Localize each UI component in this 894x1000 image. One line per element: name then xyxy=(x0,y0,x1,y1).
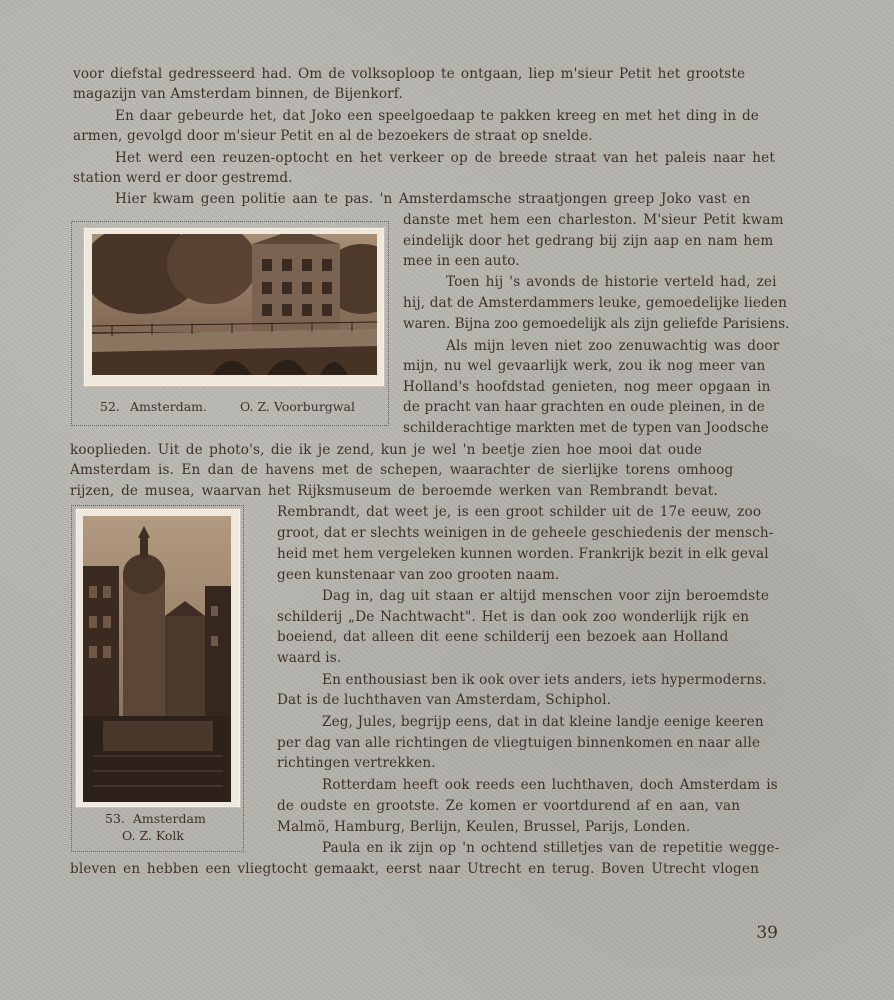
figure-52-place: Amsterdam. xyxy=(130,399,207,414)
text-line: mijn, nu wel gevaarlijk werk, zou ik nog meer van xyxy=(403,358,766,374)
text-line: En enthousiast ben ik ook over iets anders, iets hypermoderns. xyxy=(322,672,767,688)
figure-52-street: O. Z. Voorburgwal xyxy=(240,399,355,414)
text-line: Dag in, dag uit staan er altijd menschen voor zijn beroemdste xyxy=(322,588,770,604)
text-line: Toen hij 's avonds de historie verteld had, zei xyxy=(446,274,777,290)
text-line: Dat is de luchthaven van Amsterdam, Schiphol. xyxy=(277,692,612,708)
figure-53-caption-line2: O. Z. Kolk xyxy=(122,828,184,843)
text-line: station werd er door gestremd. xyxy=(73,170,293,186)
figure-53-caption-line1: 53. Amsterdam xyxy=(105,811,206,826)
text-line: Holland's hoofdstad genieten, nog meer opgaan in xyxy=(403,379,771,395)
text-line: bleven en hebben een vliegtocht gemaakt, eerst naar Utrecht en terug. Boven Utrecht vlogen xyxy=(70,861,759,877)
text-line: Het werd een reuzen-optocht en het verkeer op de breede straat van het paleis naar het xyxy=(115,150,775,166)
text-line: Hier kwam geen politie aan te pas. 'n Amsterdamsche straatjongen greep Joko vast en xyxy=(115,191,751,207)
text-line: Zeg, Jules, begrijp eens, dat in dat kleine landje eenige keeren xyxy=(322,714,764,730)
text-line: heid met hem vergeleken kunnen worden. Frankrijk bezit in elk geval xyxy=(277,546,769,562)
text-line: armen, gevolgd door m'sieur Petit en al de bezoekers de straat op snelde. xyxy=(73,128,593,144)
text-line: eindelijk door het gedrang bij zijn aap en nam hem xyxy=(403,233,774,249)
text-line: Paula en ik zijn op 'n ochtend stilletjes van de repetitie wegge- xyxy=(322,840,780,856)
text-line: kooplieden. Uit de photo's, die ik je zend, kun je wel 'n beetje zien hoe mooi dat oude xyxy=(70,442,703,458)
text-line: boeiend, dat alleen dit eene schilderij een bezoek aan Holland xyxy=(277,629,729,645)
canal-bridge-photo xyxy=(92,234,377,375)
text-line: voor diefstal gedresseerd had. Om de volksoploop te ontgaan, liep m'sieur Petit het grootste xyxy=(73,66,746,82)
text-line: groot, dat er slechts weinigen in de geheele geschiedenis der mensch- xyxy=(277,525,774,541)
figure-52-photo xyxy=(92,234,377,375)
text-line: de pracht van haar grachten en oude pleinen, in de xyxy=(403,399,765,415)
figure-52-number: 52. xyxy=(100,399,120,414)
text-line: richtingen vertrekken. xyxy=(277,755,436,771)
text-line: de oudste en grootste. Ze komen er voortdurend af en aan, van xyxy=(277,798,741,814)
text-line: geen kunstenaar van zoo grooten naam. xyxy=(277,567,560,583)
text-line: Malmö, Hamburg, Berlijn, Keulen, Brussel, Parijs, Londen. xyxy=(277,819,691,835)
text-line: mee in een auto. xyxy=(403,253,520,269)
text-line: Rembrandt, dat weet je, is een groot schilder uit de 17e eeuw, zoo xyxy=(277,504,762,520)
page-number: 39 xyxy=(756,923,778,943)
text-line: danste met hem een charleston. M'sieur Petit kwam xyxy=(403,212,784,228)
text-line: Amsterdam is. En dan de havens met de schepen, waarachter de sierlijke torens omhoog xyxy=(70,462,734,478)
text-line: waren. Bijna zoo gemoedelijk als zijn geliefde Parisiens. xyxy=(403,316,790,332)
text-line: hij, dat de Amsterdammers leuke, gemoedelijke lieden xyxy=(403,295,787,311)
text-line: waard is. xyxy=(277,650,342,666)
text-line: Rotterdam heeft ook reeds een luchthaven, doch Amsterdam is xyxy=(322,777,778,793)
text-line: Als mijn leven niet zoo zenuwachtig was door xyxy=(446,338,780,354)
church-canal-photo xyxy=(83,516,231,802)
text-line: En daar gebeurde het, dat Joko een speelgoedaap te pakken kreeg en met het ding in de xyxy=(115,108,760,124)
figure-53-photo xyxy=(83,516,231,802)
text-line: magazijn van Amsterdam binnen, de Bijenkorf. xyxy=(73,86,403,102)
text-line: schilderij „De Nachtwacht". Het is dan ook zoo wonderlijk rijk en xyxy=(277,609,750,625)
text-line: per dag van alle richtingen de vliegtuigen binnenkomen en naar alle xyxy=(277,735,761,751)
text-line: rijzen, de musea, waarvan het Rijksmuseum de beroemde werken van Rembrandt bevat. xyxy=(70,483,718,499)
text-line: schilderachtige markten met de typen van Joodsche xyxy=(403,420,769,436)
